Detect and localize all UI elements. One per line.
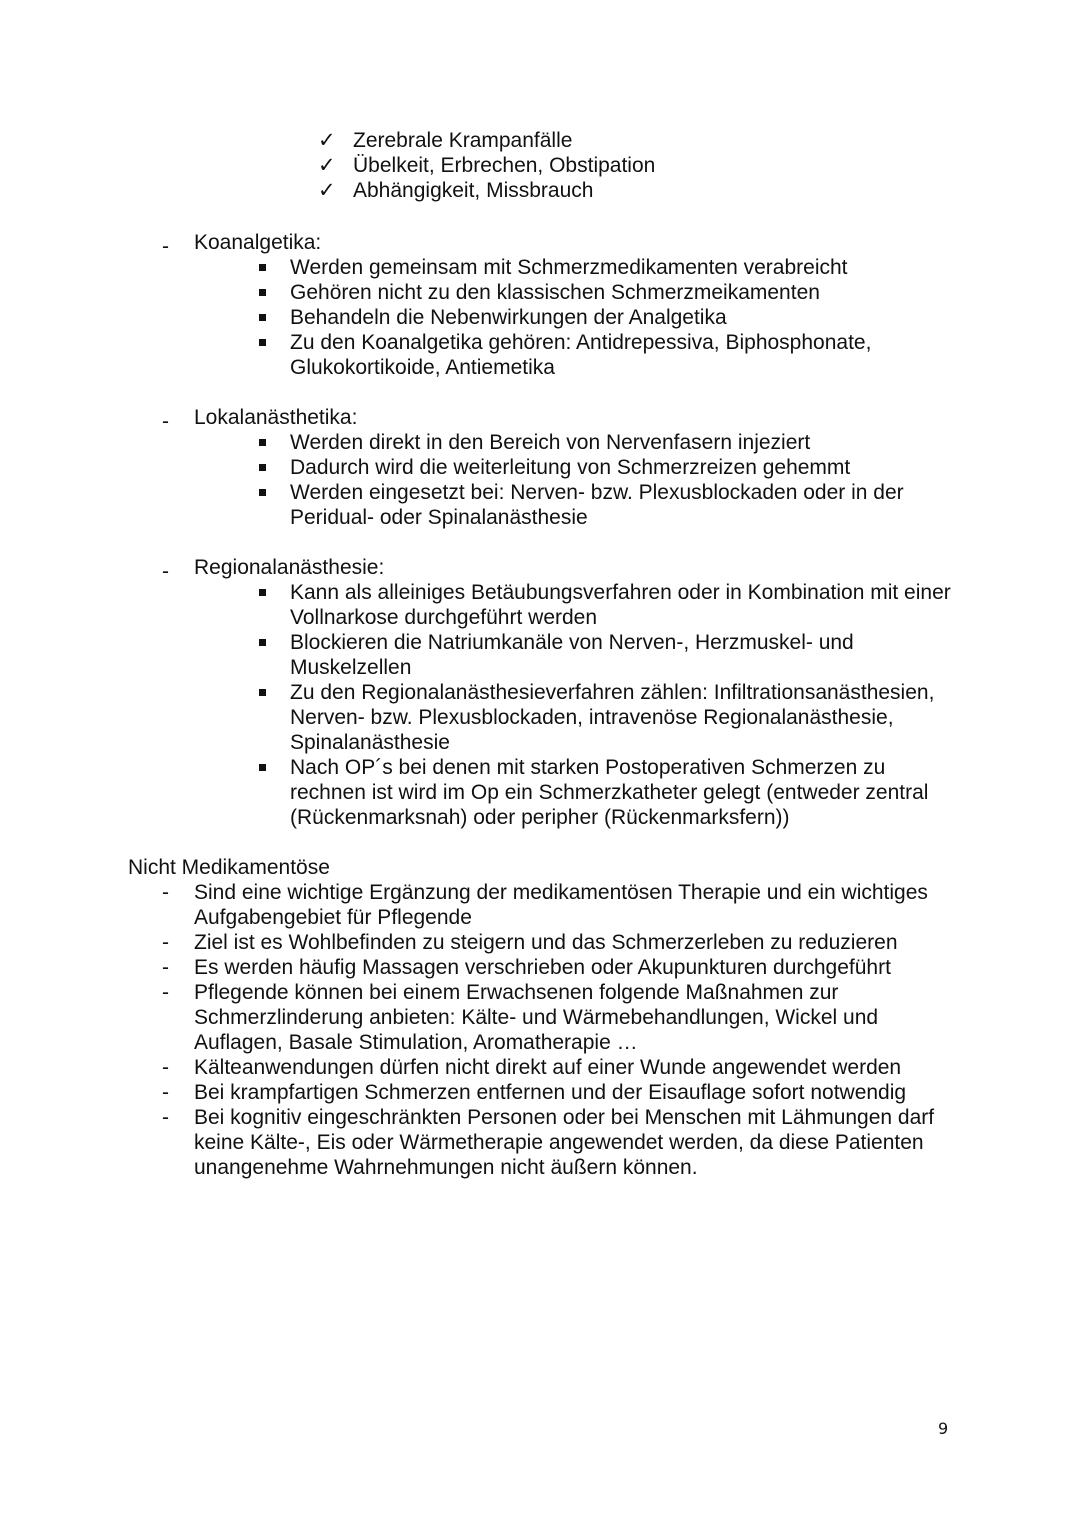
section-title-non-medication: Nicht Medikamentöse [128,856,330,879]
list-item [258,580,958,630]
dash-bullet-icon: - [162,931,169,954]
list-item [162,1105,962,1180]
list-item [258,680,958,755]
dash-bullet-icon: - [162,235,169,258]
list-item-text: Blockieren die Natriumkanäle von Nerven-, Herzmuskel- und Muskelzellen [290,631,854,679]
section-heading-text: Lokalanästhetika: [194,406,358,429]
list-item-text: Gehören nicht zu den klassischen Schmerzmeikamenten [290,281,820,304]
list-item-text: Dadurch wird die weiterleitung von Schmerzreizen gehemmt [290,456,851,479]
dash-bullet-icon: - [162,1056,169,1079]
page-number: 9 [938,1419,949,1438]
square-bullet-icon [259,339,266,346]
list-item [162,880,962,930]
list-item-text: Behandeln die Nebenwirkungen der Analgetika [290,306,727,329]
list-item [258,480,958,530]
section-heading-text: Koanalgetika: [194,231,322,254]
list-item-text: Pflegende können bei einem Erwachsenen folgende Maßnahmen zur Schmerzlinderung anbieten: Kälte- und Wärmebehandlungen, Wickel und Auflagen, Basale Stimulation, Aromatherapie … [194,981,879,1054]
list-item [258,280,958,305]
list-item [258,455,958,480]
section-heading [162,230,1022,258]
list-item [162,930,962,955]
list-item-text: Sind eine wichtige Ergänzung der medikamentösen Therapie und ein wichtiges Aufgabengebiet für Pflegende [194,881,928,929]
checklist-item [318,153,655,178]
section-koanalgetika [162,230,1022,380]
checklist-item [318,128,655,153]
list-item-text: Bei kognitiv eingeschränkten Personen oder bei Menschen mit Lähmungen darf keine Kälte-, Eis oder Wärmetherapie angewendet werden, da diese Patienten unangenehme Wahrnehmungen nicht äußern können. [194,1106,935,1179]
list-item [162,955,962,980]
list-item-text: Ziel ist es Wohlbefinden zu steigern und das Schmerzerleben zu reduzieren [194,931,898,954]
list-item [258,330,958,380]
checklist-item-text: Abhängigkeit, Missbrauch [353,179,594,202]
square-bullet-icon [259,689,266,696]
section-regionalanaesthesie [162,555,1022,830]
checklist-item-text: Übelkeit, Erbrechen, Obstipation [353,154,656,177]
list-item-text: Werden eingesetzt bei: Nerven- bzw. Plexusblockaden oder in der Peridual- oder Spinalanästhesie [290,481,904,529]
square-bullet-icon [259,264,266,271]
bullet-list [258,580,958,830]
bullet-list [258,255,958,380]
square-bullet-icon [259,314,266,321]
list-item-text: Werden gemeinsam mit Schmerzmedikamenten verabreicht [290,256,848,279]
section-lokalanaesthetika [162,405,1022,530]
square-bullet-icon [259,439,266,446]
square-bullet-icon [259,764,266,771]
list-item [258,630,958,680]
bullet-list [258,430,958,530]
dash-bullet-icon: - [162,981,169,1004]
checkmark-icon: ✓ [318,179,336,202]
list-item-text: Es werden häufig Massagen verschrieben oder Akupunkturen durchgeführt [194,956,891,979]
list-item-text: Zu den Regionalanästhesieverfahren zählen: Infiltrationsanästhesien, Nerven- bzw. Plexusblockaden, intravenöse Regionalanästhesie, Spinalanästhesie [290,681,935,754]
square-bullet-icon [259,464,266,471]
section-heading [162,555,1022,583]
list-item-text: Kann als alleiniges Betäubungsverfahren oder in Kombination mit einer Vollnarkose durchgeführt werden [290,581,951,629]
square-bullet-icon [259,639,266,646]
checklist-item-text: Zerebrale Krampanfälle [353,129,573,152]
list-item-text: Kälteanwendungen dürfen nicht direkt auf einer Wunde angewendet werden [194,1056,902,1079]
dash-bullet-icon: - [162,1081,169,1104]
list-item [162,1055,962,1080]
list-item [258,430,958,455]
dash-list [162,880,962,1180]
checkmark-icon: ✓ [318,129,336,152]
square-bullet-icon [259,289,266,296]
section-heading [162,405,1022,433]
list-item [258,305,958,330]
dash-bullet-icon: - [162,1106,169,1129]
list-item [162,1080,962,1105]
list-item [258,255,958,280]
checklist-item [318,178,655,203]
dash-bullet-icon: - [162,956,169,979]
list-item [258,755,958,830]
dash-bullet-icon: - [162,560,169,583]
square-bullet-icon [259,489,266,496]
dash-bullet-icon: - [162,410,169,433]
list-item-text: Zu den Koanalgetika gehören: Antidrepessiva, Biphosphonate, Glukokortikoide, Antiemetika [290,331,872,379]
list-item-text: Bei krampfartigen Schmerzen entfernen und der Eisauflage sofort notwendig [194,1081,907,1104]
checklist-continued [318,128,655,203]
list-item-text: Werden direkt in den Bereich von Nervenfasern injeziert [290,431,811,454]
list-item [162,980,962,1055]
dash-bullet-icon: - [162,881,169,904]
square-bullet-icon [259,589,266,596]
section-heading-text: Regionalanästhesie: [194,556,385,579]
list-item-text: Nach OP´s bei denen mit starken Postoperativen Schmerzen zu rechnen ist wird im Op ein Schmerzkatheter gelegt (entweder zentral (Rückenmarksnah) oder peripher (Rückenmarksfern)) [290,756,929,829]
checkmark-icon: ✓ [318,154,336,177]
